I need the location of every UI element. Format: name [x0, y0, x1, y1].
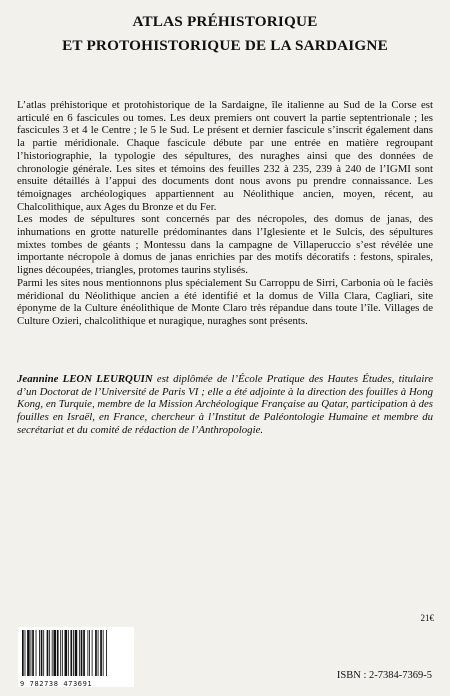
barcode-bar — [79, 630, 80, 676]
barcode-bar — [43, 630, 44, 676]
abstract-paragraph-2: Les modes de sépultures sont concernés par des nécropoles, des domus de janas, des inhumations en grotte naturelle prédominantes dans l’Iglesiente et le Sulcis, des sépultures mixtes tombes de géants ; Montessu dans la campagne de Villaperuccio s’est révélée une importante nécropole à domus de janas enrichies par des motifs décoratifs : festons, spirales, lignes découpées, triangles, protomes taurins stylisés. — [17, 213, 433, 277]
abstract-paragraph-1: L’atlas préhistorique et protohistorique de la Sardaigne, île italienne au Sud de la Corse est articulé en 6 fascicules ou tomes. Les deux premiers ont couvert la partie septentrionale ; les fascicules 3 et 4 le Centre ; le 5 le Sud. Le présent et dernier fascicule s’inscrit également dans la partie méridionale. Chaque fascicule débute par une entrée en matière regroupant l’historiographie, la typologie des sépultures, des nuraghes ainsi que des données de chronologie générale. Les sites et témoins des feuilles 232 à 235, 239 à 240 de l’IGMI sont ensuite détaillés à l’appui des documents dont nous avons pu prendre connaissance. Les témoignages archéologiques appartiennent au Néolithique ancien, moyen, récent, au Chalcolithique, aux Ages du Bronze et du Fer. — [17, 99, 433, 213]
barcode-bar — [98, 630, 99, 676]
barcode-bar — [53, 630, 56, 676]
barcode-bar — [22, 630, 24, 676]
barcode — [18, 627, 134, 687]
barcode-bar — [57, 630, 59, 676]
barcode-bar — [89, 630, 90, 676]
barcode-bar — [103, 630, 104, 676]
barcode-bar — [73, 630, 74, 676]
barcode-image — [18, 627, 134, 679]
title-line-2: ET PROTOHISTORIQUE DE LA SARDAIGNE — [62, 37, 388, 54]
barcode-bar — [70, 630, 72, 676]
barcode-bar — [95, 630, 97, 676]
barcode-bar — [87, 630, 88, 676]
barcode-bar — [81, 630, 83, 676]
barcode-bar — [52, 630, 53, 676]
barcode-bar — [41, 630, 43, 676]
barcode-bar — [65, 630, 68, 676]
barcode-bar — [47, 630, 49, 676]
barcode-bar — [92, 630, 93, 676]
barcode-bar — [75, 630, 78, 676]
barcode-bar — [32, 630, 34, 676]
barcode-bar — [68, 630, 69, 676]
barcode-bar — [100, 630, 102, 676]
author-bio — [17, 373, 433, 437]
barcode-bar — [39, 630, 40, 676]
book-title — [0, 10, 450, 58]
title-line-1: ATLAS PRÉHISTORIQUE — [132, 13, 318, 30]
barcode-bar — [25, 630, 26, 676]
barcode-bar — [62, 630, 63, 676]
author-bio-text: est diplômée de l’École Pratique des Hautes Études, titulaire d’un Doctorat de l’Université de Paris VI ; elle a été adjointe à la direction des fouilles à Hong Kong, en Turquie, membre de la Mission Archéologique Française au Qatar, participation à des fouilles en Israël, en France, chercheur à l’Institut de Paléontologie Humaine et membre du secrétariat et du comité de rédaction de l’Anthropologie. — [17, 373, 433, 436]
barcode-bar — [49, 630, 50, 676]
price-label: 21€ — [420, 613, 434, 623]
barcode-bar — [36, 630, 37, 676]
barcode-digits: 9 782738 473691 — [20, 680, 93, 688]
isbn-label: ISBN : 2-7384-7369-5 — [336, 670, 432, 681]
author-name: Jeannine LEON LEURQUIN — [17, 373, 153, 385]
barcode-bar — [27, 630, 30, 676]
barcode-bar — [83, 630, 85, 676]
barcode-bar — [106, 630, 107, 676]
abstract — [17, 99, 433, 328]
barcode-bar — [60, 630, 61, 676]
abstract-paragraph-3: Parmi les sites nous mentionnons plus spécialement Su Carroppu de Sirri, Carbonia où le faciès méridional du Néolithique ancien a été identifié et la domus de Villa Clara, Cagliari, site éponyme de la Culture énéolithique de Monte Claro très répandue dans toute l’île. Villages de Culture Ozieri, chalcolithique et nuragique, nuraghes sont présents. — [17, 276, 433, 327]
barcode-bar — [31, 630, 32, 676]
